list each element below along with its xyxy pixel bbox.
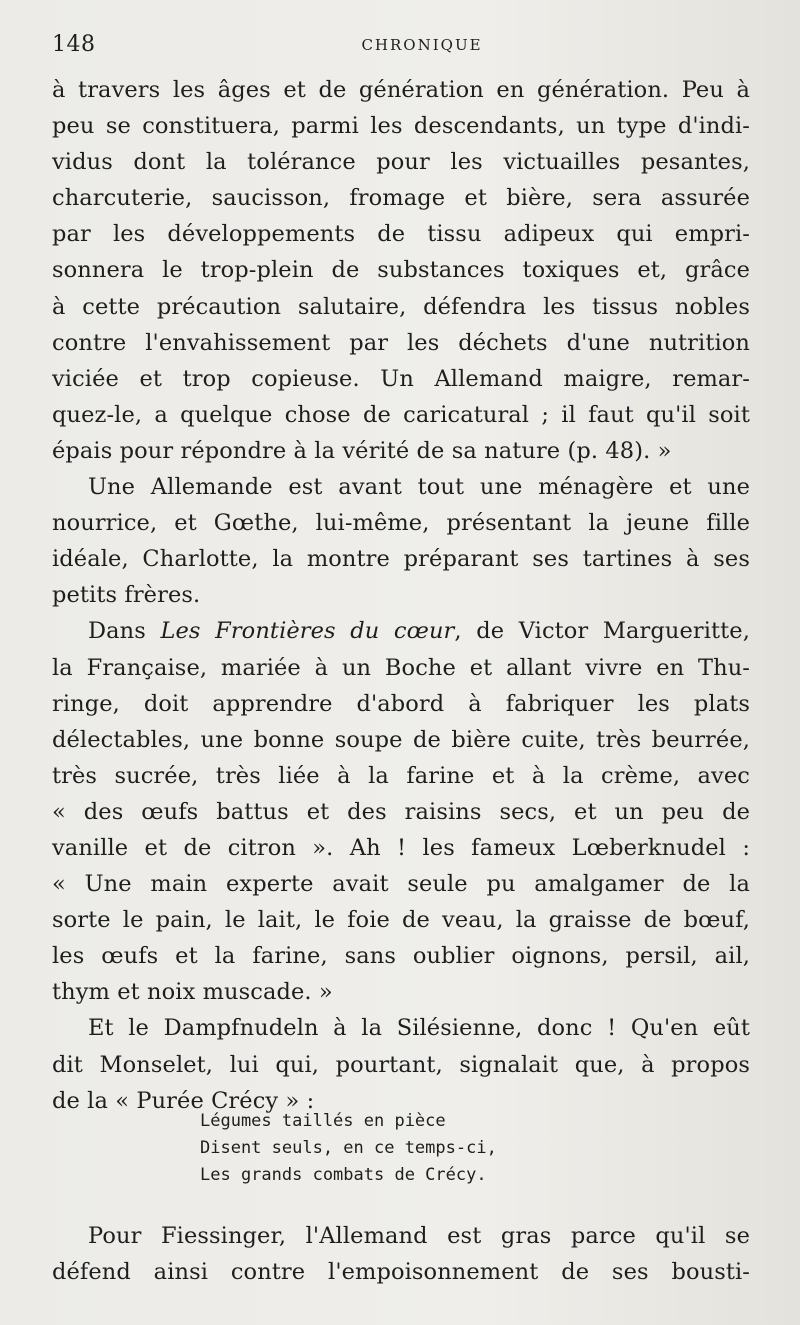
text-line: dit Monselet, lui qui, pourtant, signalait que, à propos [52, 1051, 750, 1078]
text-line: viciée et trop copieuse. Un Allemand maigre, remar- [52, 365, 750, 392]
text-line: peu se constituera, parmi les descendants, un type d'indi- [52, 113, 750, 140]
text-line: à cette précaution salutaire, défendra les tissus nobles [52, 293, 750, 320]
text-line: vanille et de citron ». Ah ! les fameux Lœberknudel : [52, 834, 750, 861]
verse-line: Les grands combats de Crécy. [200, 1165, 487, 1185]
verse-line: Légumes taillés en pièce [200, 1111, 446, 1131]
text-line: à travers les âges et de génération en génération. Peu à [52, 77, 750, 103]
text-fragment: , de Victor Margueritte, [454, 618, 750, 645]
text-line: thym et noix muscade. » [52, 979, 333, 1006]
verse-quote [200, 1108, 497, 1189]
text-line: quez-le, a quelque chose de caricatural ; il faut qu'il soit [52, 401, 750, 428]
text-line: Et le Dampfnudeln à la Silésienne, donc ! Qu'en eût [88, 1015, 750, 1042]
verse-line: Disent seuls, en ce temps-ci, [200, 1138, 497, 1158]
text-fragment: Dans [88, 618, 161, 645]
text-line: charcuterie, saucisson, fromage et bière, sera assurée [52, 185, 750, 212]
text-line: Une Allemande est avant tout une ménagère et une [88, 474, 750, 501]
text-line: « des œufs battus et des raisins secs, et un peu de [52, 798, 750, 825]
page-header [52, 32, 752, 62]
body-text [52, 72, 750, 1119]
text-line [52, 613, 750, 649]
book-title: Les Frontières du cœur [160, 618, 455, 645]
text-line: de la « Purée Crécy » : [52, 1087, 315, 1114]
text-line: idéale, Charlotte, la montre préparant ses tartines à ses [52, 546, 750, 573]
text-line: vidus dont la tolérance pour les victuailles pesantes, [52, 149, 750, 176]
text-line: les œufs et la farine, sans oublier oignons, persil, ail, [52, 943, 750, 970]
text-line: nourrice, et Gœthe, lui-même, présentant la jeune fille [52, 510, 750, 537]
body-text-continued [52, 1218, 750, 1290]
text-line: délectables, une bonne soupe de bière cuite, très beurrée, [52, 726, 750, 753]
text-line: sorte le pain, le lait, le foie de veau, la graisse de bœuf, [52, 907, 750, 934]
page-number: 148 [52, 32, 96, 57]
text-line: épais pour répondre à la vérité de sa nature (p. 48). » [52, 437, 672, 464]
text-line: la Française, mariée à un Boche et allant vivre en Thu- [52, 654, 750, 681]
text-line: très sucrée, très liée à la farine et à la crème, avec [52, 762, 750, 789]
text-line: petits frères. [52, 582, 201, 609]
text-line: ringe, doit apprendre d'abord à fabriquer les plats [52, 690, 750, 717]
text-line: Pour Fiessinger, l'Allemand est gras parce qu'il se [88, 1223, 750, 1249]
running-head: CHRONIQUE [361, 36, 483, 54]
text-line: « Une main experte avait seule pu amalgamer de la [52, 871, 750, 898]
text-line: défend ainsi contre l'empoisonnement de ses bousti- [52, 1259, 750, 1286]
text-line: contre l'envahissement par les déchets d'une nutrition [52, 329, 750, 356]
text-line: par les développements de tissu adipeux qui empri- [52, 221, 750, 248]
text-line: sonnera le trop-plein de substances toxiques et, grâce [52, 257, 750, 284]
